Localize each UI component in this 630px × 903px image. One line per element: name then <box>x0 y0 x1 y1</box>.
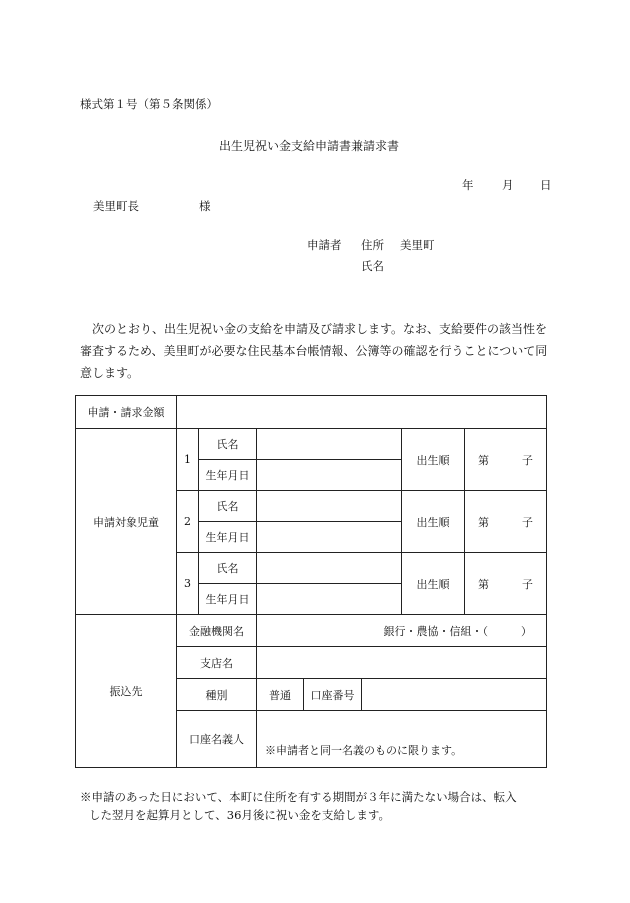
footnote-line-1: ※申請のあった日において、本町に住所を有する期間が３年に満たない場合は、転入 <box>80 790 517 804</box>
consent-text: 次のとおり、出生児祝い金の支給を申請及び請求します。なお、支給要件の該当性を審査するため、美里町が必要な住民基本台帳情報、公簿等の確認を行うことについて同意します。 <box>80 322 548 380</box>
transfer-label: 振込先 <box>76 615 177 768</box>
child-number: 2 <box>177 491 199 553</box>
amount-label: 申請・請求金額 <box>76 396 177 429</box>
birth-order-input[interactable] <box>465 429 547 491</box>
account-holder-note: ※申請者と同一名義のものに限ります。 <box>265 744 463 757</box>
child-name-input[interactable] <box>257 553 402 584</box>
form-number: 様式第１号（第５条関係） <box>80 97 218 111</box>
child-dob-input[interactable] <box>257 460 402 491</box>
account-number-input[interactable] <box>362 679 547 711</box>
account-holder-label: 口座名義人 <box>177 711 257 768</box>
bank-name-label: 金融機関名 <box>177 615 257 647</box>
addressee-honorific: 様 <box>199 199 211 213</box>
applicant-address-label: 住所 <box>361 238 384 252</box>
application-table <box>75 395 547 768</box>
date-year-label: 年 <box>462 178 474 192</box>
birth-order-label: 出生順 <box>402 491 465 553</box>
children-label: 申請対象児童 <box>76 429 177 615</box>
footnote-line-2: した翌月を起算月として、36月後に祝い金を支給します。 <box>89 808 390 822</box>
footnote <box>80 788 550 824</box>
child-row <box>76 429 547 460</box>
bank-type-options: 銀行・農協・信組・（ ） <box>383 624 533 638</box>
date-day-label: 日 <box>540 178 552 192</box>
date-month-label: 月 <box>502 178 514 192</box>
child-name-input[interactable] <box>257 429 402 460</box>
account-holder-input[interactable] <box>257 711 547 768</box>
child-dob-input[interactable] <box>257 584 402 615</box>
amount-row <box>76 396 547 429</box>
child-name-label: 氏名 <box>199 553 257 584</box>
branch-name-label: 支店名 <box>177 647 257 679</box>
child-name-label: 氏名 <box>199 429 257 460</box>
birth-order-prefix: 第 <box>478 515 489 529</box>
birth-order-suffix: 子 <box>522 453 533 467</box>
account-type-value: 普通 <box>257 679 304 711</box>
amount-input[interactable] <box>177 396 547 429</box>
birth-order-label: 出生順 <box>402 429 465 491</box>
account-type-label: 種別 <box>177 679 257 711</box>
child-number: 3 <box>177 553 199 615</box>
applicant-label: 申請者 <box>307 238 342 252</box>
addressee-name: 美里町長 <box>93 199 139 213</box>
birth-order-suffix: 子 <box>522 515 533 529</box>
applicant-name-label: 氏名 <box>361 259 384 273</box>
birth-order-suffix: 子 <box>522 577 533 591</box>
birth-order-prefix: 第 <box>478 453 489 467</box>
child-dob-label: 生年月日 <box>199 522 257 553</box>
bank-name-input[interactable] <box>257 615 547 647</box>
branch-name-input[interactable] <box>257 647 547 679</box>
bank-row <box>76 615 547 647</box>
birth-order-input[interactable] <box>465 491 547 553</box>
child-dob-label: 生年月日 <box>199 584 257 615</box>
birth-order-input[interactable] <box>465 553 547 615</box>
birth-order-label: 出生順 <box>402 553 465 615</box>
child-dob-label: 生年月日 <box>199 460 257 491</box>
consent-paragraph <box>80 318 550 384</box>
birth-order-prefix: 第 <box>478 577 489 591</box>
child-name-label: 氏名 <box>199 491 257 522</box>
child-number: 1 <box>177 429 199 491</box>
child-name-input[interactable] <box>257 491 402 522</box>
applicant-address-value: 美里町 <box>400 238 435 252</box>
document-title: 出生児祝い金支給申請書兼請求書 <box>219 139 400 153</box>
account-number-label: 口座番号 <box>304 679 362 711</box>
child-dob-input[interactable] <box>257 522 402 553</box>
